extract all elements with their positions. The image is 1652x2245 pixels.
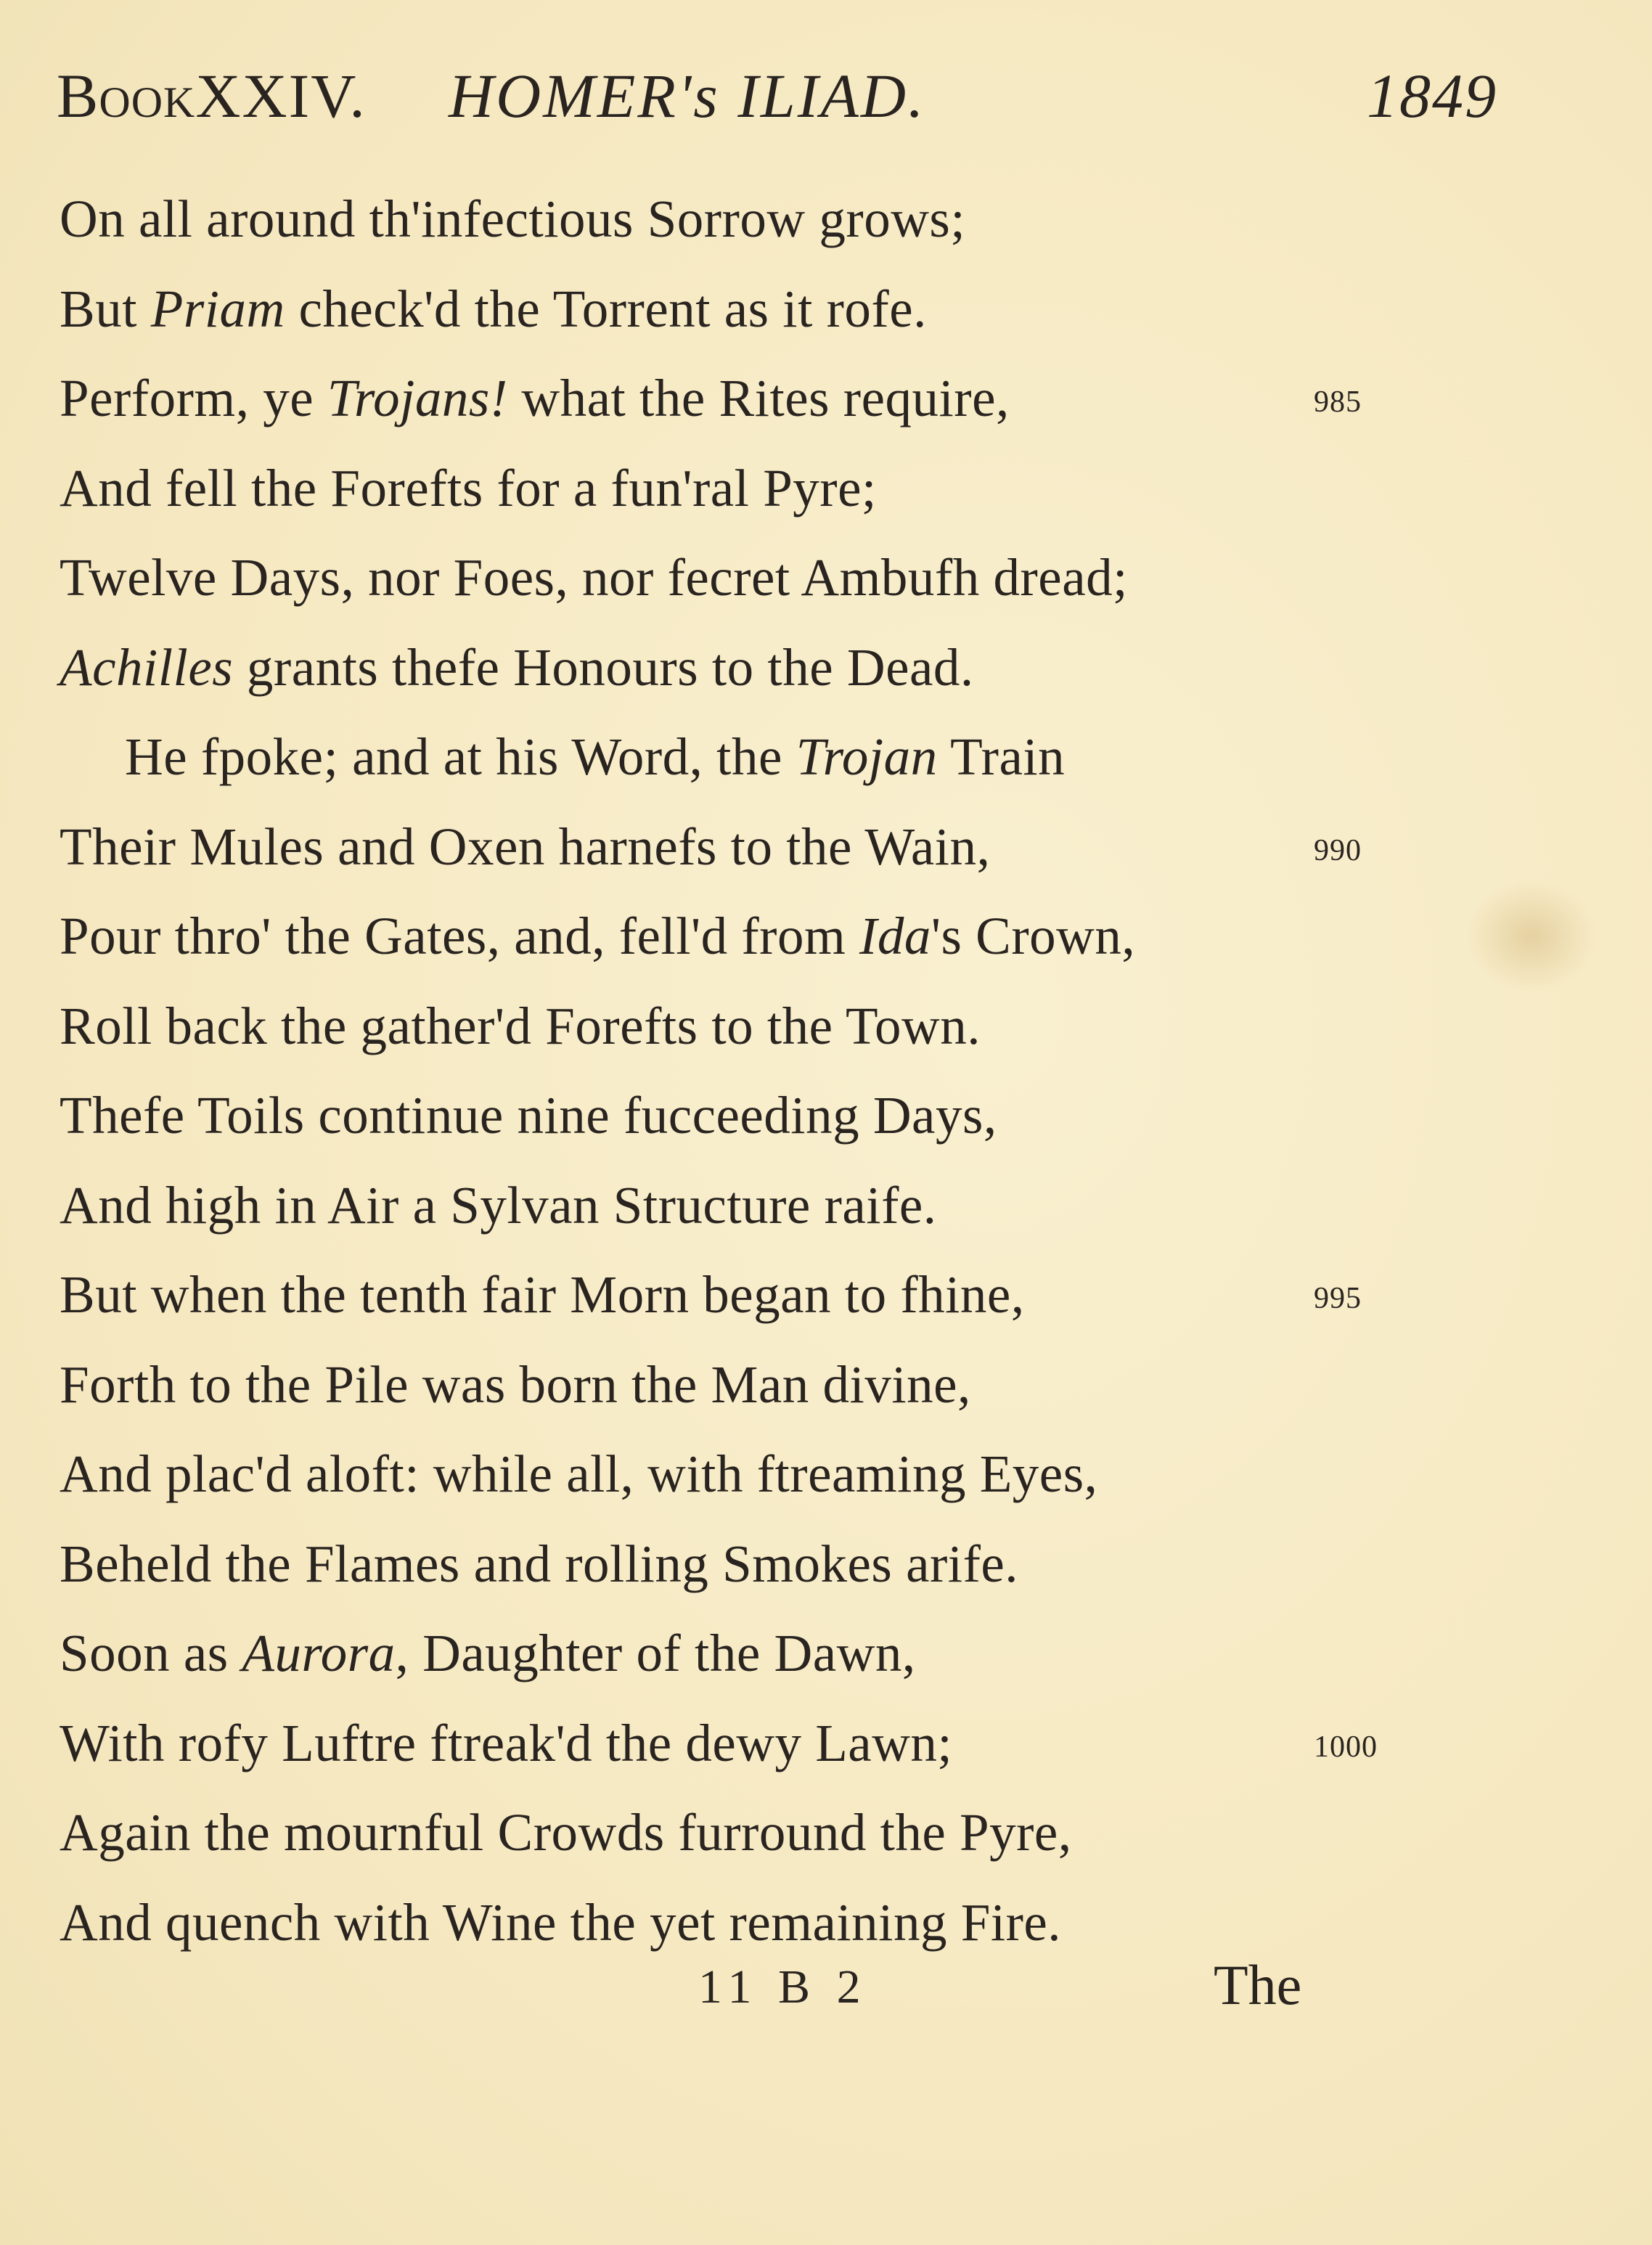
verse-text-part: He fpoke; and at his Word, the (125, 727, 796, 786)
verse-line (60, 891, 1584, 981)
page-header (57, 60, 1508, 147)
verse-text (60, 174, 965, 264)
verse-text (60, 1071, 997, 1161)
verse-text (60, 353, 1010, 443)
signature-mark: 11 B 2 (698, 1960, 868, 2013)
verse-line (60, 533, 1584, 623)
verse-text-part: 's Crown, (931, 907, 1136, 965)
verse-text-part: Pour thro' the Gates, and, fell'd from (60, 907, 860, 965)
verse-line (60, 1429, 1584, 1519)
verse-line (60, 1071, 1584, 1161)
verse-text (60, 1340, 971, 1430)
verse-line (60, 1519, 1584, 1609)
verse-text-part: Forth to the Pile was born the Man divine, (60, 1354, 971, 1414)
page-number: 1849 (1367, 61, 1497, 131)
verse-italic-name: Priam (150, 279, 285, 338)
verse-line (60, 712, 1584, 802)
catchword: The (1214, 1953, 1302, 2016)
verse-italic-name: Aurora (242, 1624, 396, 1682)
verse-text-part: And quench with Wine the yet remaining Fire. (60, 1892, 1062, 1952)
verse-text-part: Twelve Days, nor Foes, nor fecret Ambufh dread; (60, 548, 1128, 607)
verse-text (60, 1250, 1025, 1340)
verse-text-part: Again the mournful Crowds furround the Pyre, (60, 1803, 1072, 1862)
verse-text-part: Perform, ye (60, 369, 327, 428)
verse-italic-name: Trojan (796, 727, 938, 786)
verse-line (60, 353, 1584, 443)
verse-text (60, 1698, 952, 1788)
book-label: Book (57, 61, 196, 131)
verse-text (60, 712, 1065, 802)
verse-text (60, 1878, 1061, 1968)
verse-line (60, 1698, 1584, 1788)
verse-text (60, 264, 927, 354)
verse-line (60, 1788, 1584, 1878)
verse-italic-name: Trojans! (327, 369, 508, 428)
verse-text-part: Their Mules and Oxen harnefs to the Wain, (60, 817, 991, 876)
verse-text (60, 1161, 937, 1251)
verse-text-part: Beheld the Flames and rolling Smokes arife. (60, 1534, 1019, 1593)
verse-line (60, 1250, 1584, 1340)
verse-text-part: grants thefe Honours to the Dead. (233, 637, 974, 697)
verse-text-part: But when the tenth fair Morn began to fhine, (60, 1265, 1025, 1324)
verse-text (60, 1608, 916, 1698)
verse-text-part: check'd the Torrent as it rofe. (285, 279, 927, 338)
verse-text-part: And plac'd aloft: while all, with ftreaming Eyes, (60, 1444, 1098, 1503)
running-title: HOMER's ILIAD. (449, 61, 926, 131)
verse-text (60, 981, 981, 1071)
verse-text-part: Roll back the gather'd Forefts to the Town. (60, 996, 981, 1055)
verse-line (60, 1161, 1584, 1251)
verse-line (60, 174, 1584, 264)
line-number: 995 (1314, 1282, 1362, 1315)
verse-line (60, 264, 1584, 354)
line-number: 1000 (1314, 1730, 1378, 1764)
verse-text-part: , Daughter of the Dawn, (395, 1624, 916, 1682)
verse-text-part: On all around th'infectious Sorrow grows; (60, 189, 966, 248)
line-number: 990 (1314, 833, 1362, 867)
verse-text-part: With rofy Luftre ftreak'd the dewy Lawn; (60, 1713, 953, 1772)
book-number: XXIV. (195, 61, 367, 131)
verse-line (60, 981, 1584, 1071)
line-number: 985 (1314, 385, 1362, 419)
verse-text-part: But (60, 279, 151, 338)
verse-line (60, 1340, 1584, 1430)
verse-text-part: Soon as (60, 1624, 242, 1682)
verse-line (60, 443, 1584, 533)
verse-line (60, 802, 1584, 892)
verse-text (60, 802, 990, 892)
page-footer (60, 1953, 1511, 2040)
verse-text-part: And fell the Forefts for a fun'ral Pyre; (60, 458, 877, 518)
verse-italic-name: Achilles (60, 637, 234, 697)
verse-block (60, 174, 1584, 1967)
verse-italic-name: Ida (859, 907, 931, 965)
verse-text (60, 533, 1128, 623)
verse-line (60, 623, 1584, 713)
verse-text (60, 1429, 1097, 1519)
verse-line (60, 1878, 1584, 1968)
verse-text (60, 891, 1135, 981)
verse-line (60, 1608, 1584, 1698)
verse-text-part: Thefe Toils continue nine fucceeding Days, (60, 1086, 997, 1145)
verse-text (60, 443, 877, 533)
verse-text (60, 623, 974, 713)
book-heading (57, 60, 367, 132)
verse-text-part: Train (937, 727, 1066, 786)
verse-text-part: what the Rites require, (507, 369, 1010, 428)
verse-text (60, 1519, 1018, 1609)
verse-text-part: And high in Air a Sylvan Structure raife. (60, 1175, 937, 1235)
verse-text (60, 1788, 1072, 1878)
